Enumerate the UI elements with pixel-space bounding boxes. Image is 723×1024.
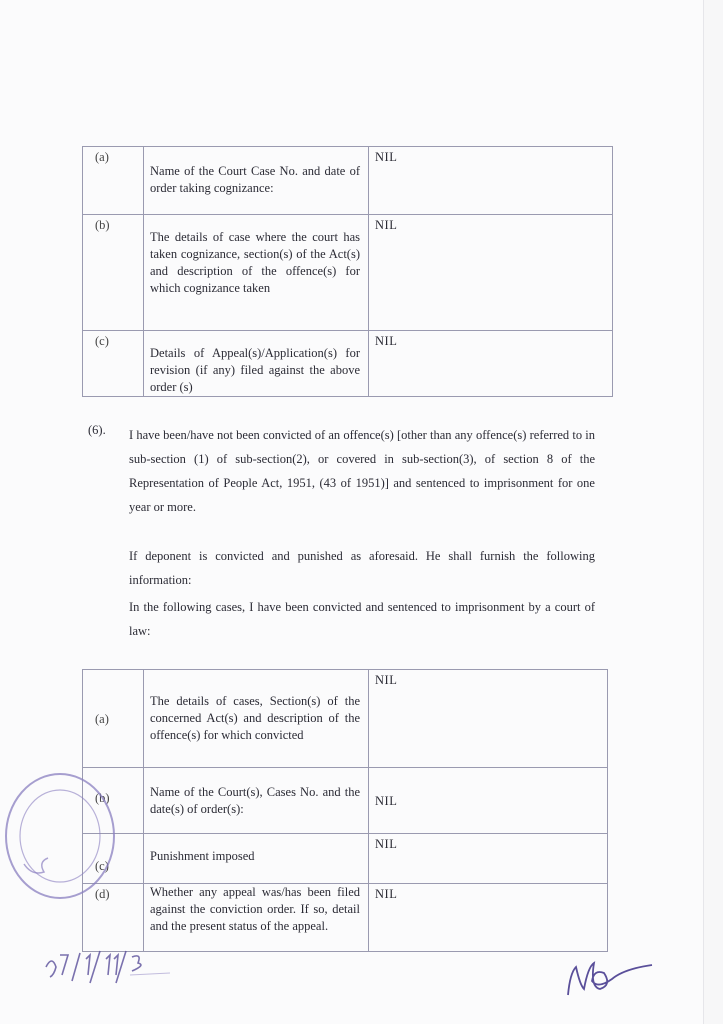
row-description: The details of case where the court has taken cognizance, section(s) of the Act(s) and description of the offence(s) for which cognizance taken <box>150 230 360 295</box>
table-row <box>83 884 608 952</box>
register-handwriting <box>40 945 170 985</box>
signature <box>560 955 660 1005</box>
row-label: (b) <box>83 215 144 331</box>
row-label: (b) <box>83 768 144 834</box>
table-row <box>83 834 608 884</box>
row-label: (d) <box>83 884 144 952</box>
row-label: (a) <box>83 670 144 768</box>
row-description: Punishment imposed <box>150 849 255 863</box>
row-value: NIL <box>369 768 608 834</box>
notary-stamp <box>2 768 120 908</box>
section-6-text: I have been/have not been convicted of an offence(s) [other than any offence(s) referred to in sub-section (1) of sub-section(2), or covered in sub-section(3), of section 8 of the Representation of People Act, 1951, (43 of 1951)] and sentenced to imprisonment for one year or more. <box>129 428 595 514</box>
row-description: Whether any appeal was/has been filed against the conviction order. If so, detail and the present status of the appeal. <box>144 884 369 952</box>
row-value: NIL <box>369 884 608 952</box>
row-label: (c) <box>83 331 144 397</box>
row-value: NIL <box>369 834 608 884</box>
table-row <box>83 147 613 215</box>
conviction-table <box>82 669 608 952</box>
table-row <box>83 331 613 397</box>
cognizance-table <box>82 146 613 397</box>
row-label: (a) <box>83 147 144 215</box>
table-row <box>83 768 608 834</box>
row-value: NIL <box>369 147 613 215</box>
cases-intro: In the following cases, I have been convicted and sentenced to imprisonment by a court of law: <box>129 600 595 638</box>
row-description: The details of cases, Section(s) of the concerned Act(s) and description of the offence(s) for which convicted <box>144 670 369 768</box>
row-label: (c) <box>83 834 144 884</box>
row-value: NIL <box>369 215 613 331</box>
section-number: (6). <box>88 423 106 437</box>
row-description: Name of the Court(s), Cases No. and the date(s) of order(s): <box>144 768 369 834</box>
row-value: NIL <box>369 331 613 397</box>
convicted-note: If deponent is convicted and punished as aforesaid. He shall furnish the following information: <box>129 549 595 587</box>
row-value: NIL <box>369 670 608 768</box>
row-description: Details of Appeal(s)/Application(s) for revision (if any) filed against the above order (s) <box>150 346 360 394</box>
table-row <box>83 215 613 331</box>
table-row <box>83 670 608 768</box>
row-description: Name of the Court Case No. and date of order taking cognizance: <box>150 164 360 195</box>
